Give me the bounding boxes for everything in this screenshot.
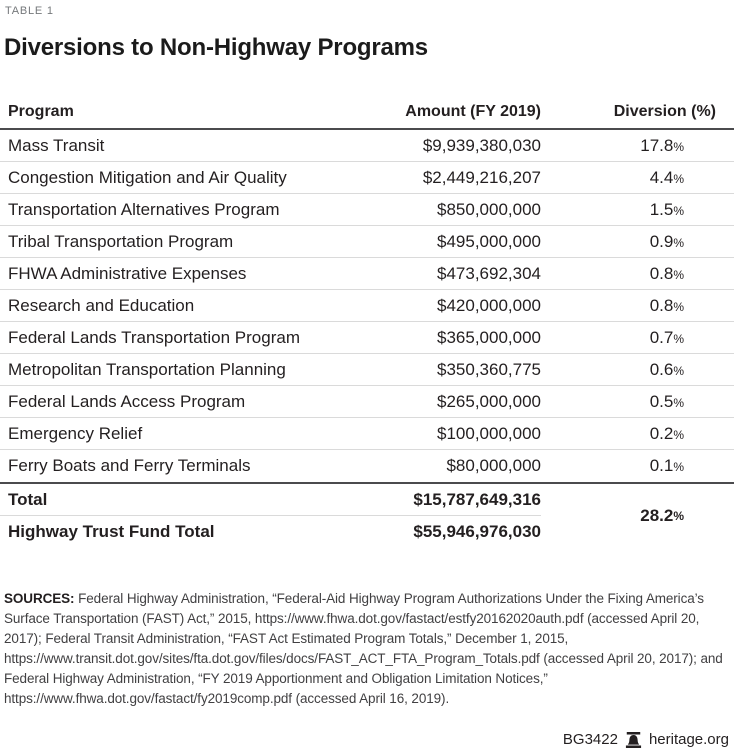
table-row bbox=[0, 226, 734, 258]
htf-total-amount: $55,946,976,030 bbox=[413, 522, 541, 541]
program-cell: Transportation Alternatives Program bbox=[8, 199, 280, 219]
amount-cell: $350,360,775 bbox=[437, 359, 541, 379]
percent-sign: % bbox=[673, 267, 684, 282]
table-row bbox=[0, 354, 734, 386]
percent-sign: % bbox=[673, 509, 684, 523]
diversion-cell: 17.8% bbox=[640, 135, 684, 155]
col-header-amount: Amount (FY 2019) bbox=[405, 103, 541, 120]
program-cell: Emergency Relief bbox=[8, 423, 143, 443]
table-row bbox=[0, 194, 734, 226]
percent-sign: % bbox=[673, 235, 684, 250]
highway-trust-fund-total-row bbox=[0, 516, 541, 548]
diversion-cell: 0.6% bbox=[649, 359, 684, 379]
amount-cell: $495,000,000 bbox=[437, 231, 541, 251]
diversion-cell: 0.1% bbox=[649, 456, 684, 475]
program-cell: Mass Transit bbox=[8, 135, 105, 155]
amount-cell: $9,939,380,030 bbox=[422, 135, 541, 155]
percent-sign: % bbox=[673, 331, 684, 346]
sources-note bbox=[0, 589, 734, 709]
program-cell: Congestion Mitigation and Air Quality bbox=[8, 167, 287, 187]
diversion-cell: 0.2% bbox=[649, 423, 684, 443]
amount-cell: $850,000,000 bbox=[437, 199, 541, 219]
col-header-diversion: Diversion (%) bbox=[613, 103, 716, 120]
table-row bbox=[0, 418, 734, 450]
table-row bbox=[0, 322, 734, 354]
diversion-cell: 0.7% bbox=[649, 327, 684, 347]
table-body bbox=[0, 130, 734, 482]
diversion-cell: 0.5% bbox=[649, 391, 684, 411]
percent-sign: % bbox=[673, 363, 684, 378]
diversion-cell: 4.4% bbox=[649, 167, 684, 187]
program-cell: Federal Lands Access Program bbox=[8, 391, 246, 411]
percent-sign: % bbox=[673, 171, 684, 186]
program-cell: FHWA Administrative Expenses bbox=[8, 263, 247, 283]
program-cell: Research and Education bbox=[8, 295, 195, 315]
total-label: Total bbox=[8, 489, 48, 509]
amount-cell: $473,692,304 bbox=[437, 263, 541, 283]
amount-cell: $100,000,000 bbox=[437, 423, 541, 443]
htf-total-label: Highway Trust Fund Total bbox=[8, 522, 215, 541]
col-header-program: Program bbox=[8, 103, 74, 120]
program-cell: Federal Lands Transportation Program bbox=[8, 327, 300, 347]
report-id: BG3422 bbox=[562, 731, 618, 748]
footer bbox=[563, 731, 729, 748]
percent-sign: % bbox=[673, 395, 684, 410]
program-cell: Metropolitan Transportation Planning bbox=[8, 359, 286, 379]
site-link: heritage.org bbox=[648, 731, 729, 748]
table-header-row bbox=[0, 103, 734, 130]
percent-sign: % bbox=[673, 460, 684, 474]
table-row bbox=[0, 162, 734, 194]
percent-sign: % bbox=[673, 139, 684, 154]
sources-label: SOURCES: bbox=[4, 591, 75, 606]
combined-diversion-cell: 28.2 % bbox=[640, 506, 684, 525]
table-kicker: TABLE 1 bbox=[5, 5, 54, 17]
table-row bbox=[0, 290, 734, 322]
heritage-bell-icon bbox=[625, 732, 642, 748]
amount-cell: $80,000,000 bbox=[446, 456, 541, 475]
amount-cell: $265,000,000 bbox=[437, 391, 541, 411]
diversion-cell: 0.8% bbox=[649, 263, 684, 283]
percent-sign: % bbox=[673, 299, 684, 314]
table-row bbox=[0, 258, 734, 290]
percent-sign: % bbox=[673, 203, 684, 218]
table-row bbox=[0, 130, 734, 162]
amount-cell: $365,000,000 bbox=[437, 327, 541, 347]
page-title: Diversions to Non-Highway Programs bbox=[4, 34, 428, 61]
totals-section bbox=[0, 482, 734, 548]
amount-cell: $2,449,216,207 bbox=[422, 167, 541, 187]
diversions-table bbox=[0, 103, 734, 548]
diversion-cell: 0.9% bbox=[649, 231, 684, 251]
total-row bbox=[0, 484, 541, 516]
diversion-cell: 1.5% bbox=[649, 199, 684, 219]
total-amount: $15,787,649,316 bbox=[413, 489, 541, 509]
totals-left bbox=[0, 484, 541, 548]
table-row bbox=[0, 386, 734, 418]
amount-cell: $420,000,000 bbox=[437, 295, 541, 315]
percent-sign: % bbox=[673, 427, 684, 442]
program-cell: Tribal Transportation Program bbox=[8, 231, 234, 251]
sources-text: Federal Highway Administration, “Federal-Aid Highway Program Authorizations Under the Fixing America’s Surface Transportation (FAST) Act,” 2015, https://www.fhwa.dot.gov/fastact/estfy20162020auth.pdf (accessed April 20, 2017); Federal Transit Administration, “FAST Act Estimated Program Totals,” December 1, 2015, https://www.transit.dot.gov/sites/fta.dot.gov/files/docs/FAST_ACT_FTA_Program_Totals.pdf (accessed April 20, 2017); and Federal Highway Administration, “FY 2019 Apportionment and Obligation Limitation Notices,” https://www.fhwa.dot.gov/fastact/fy2019comp.pdf (accessed April 16, 2019). bbox=[4, 591, 723, 706]
diversion-cell: 0.8% bbox=[649, 295, 684, 315]
program-cell: Ferry Boats and Ferry Terminals bbox=[8, 456, 251, 475]
table-row bbox=[0, 450, 734, 482]
